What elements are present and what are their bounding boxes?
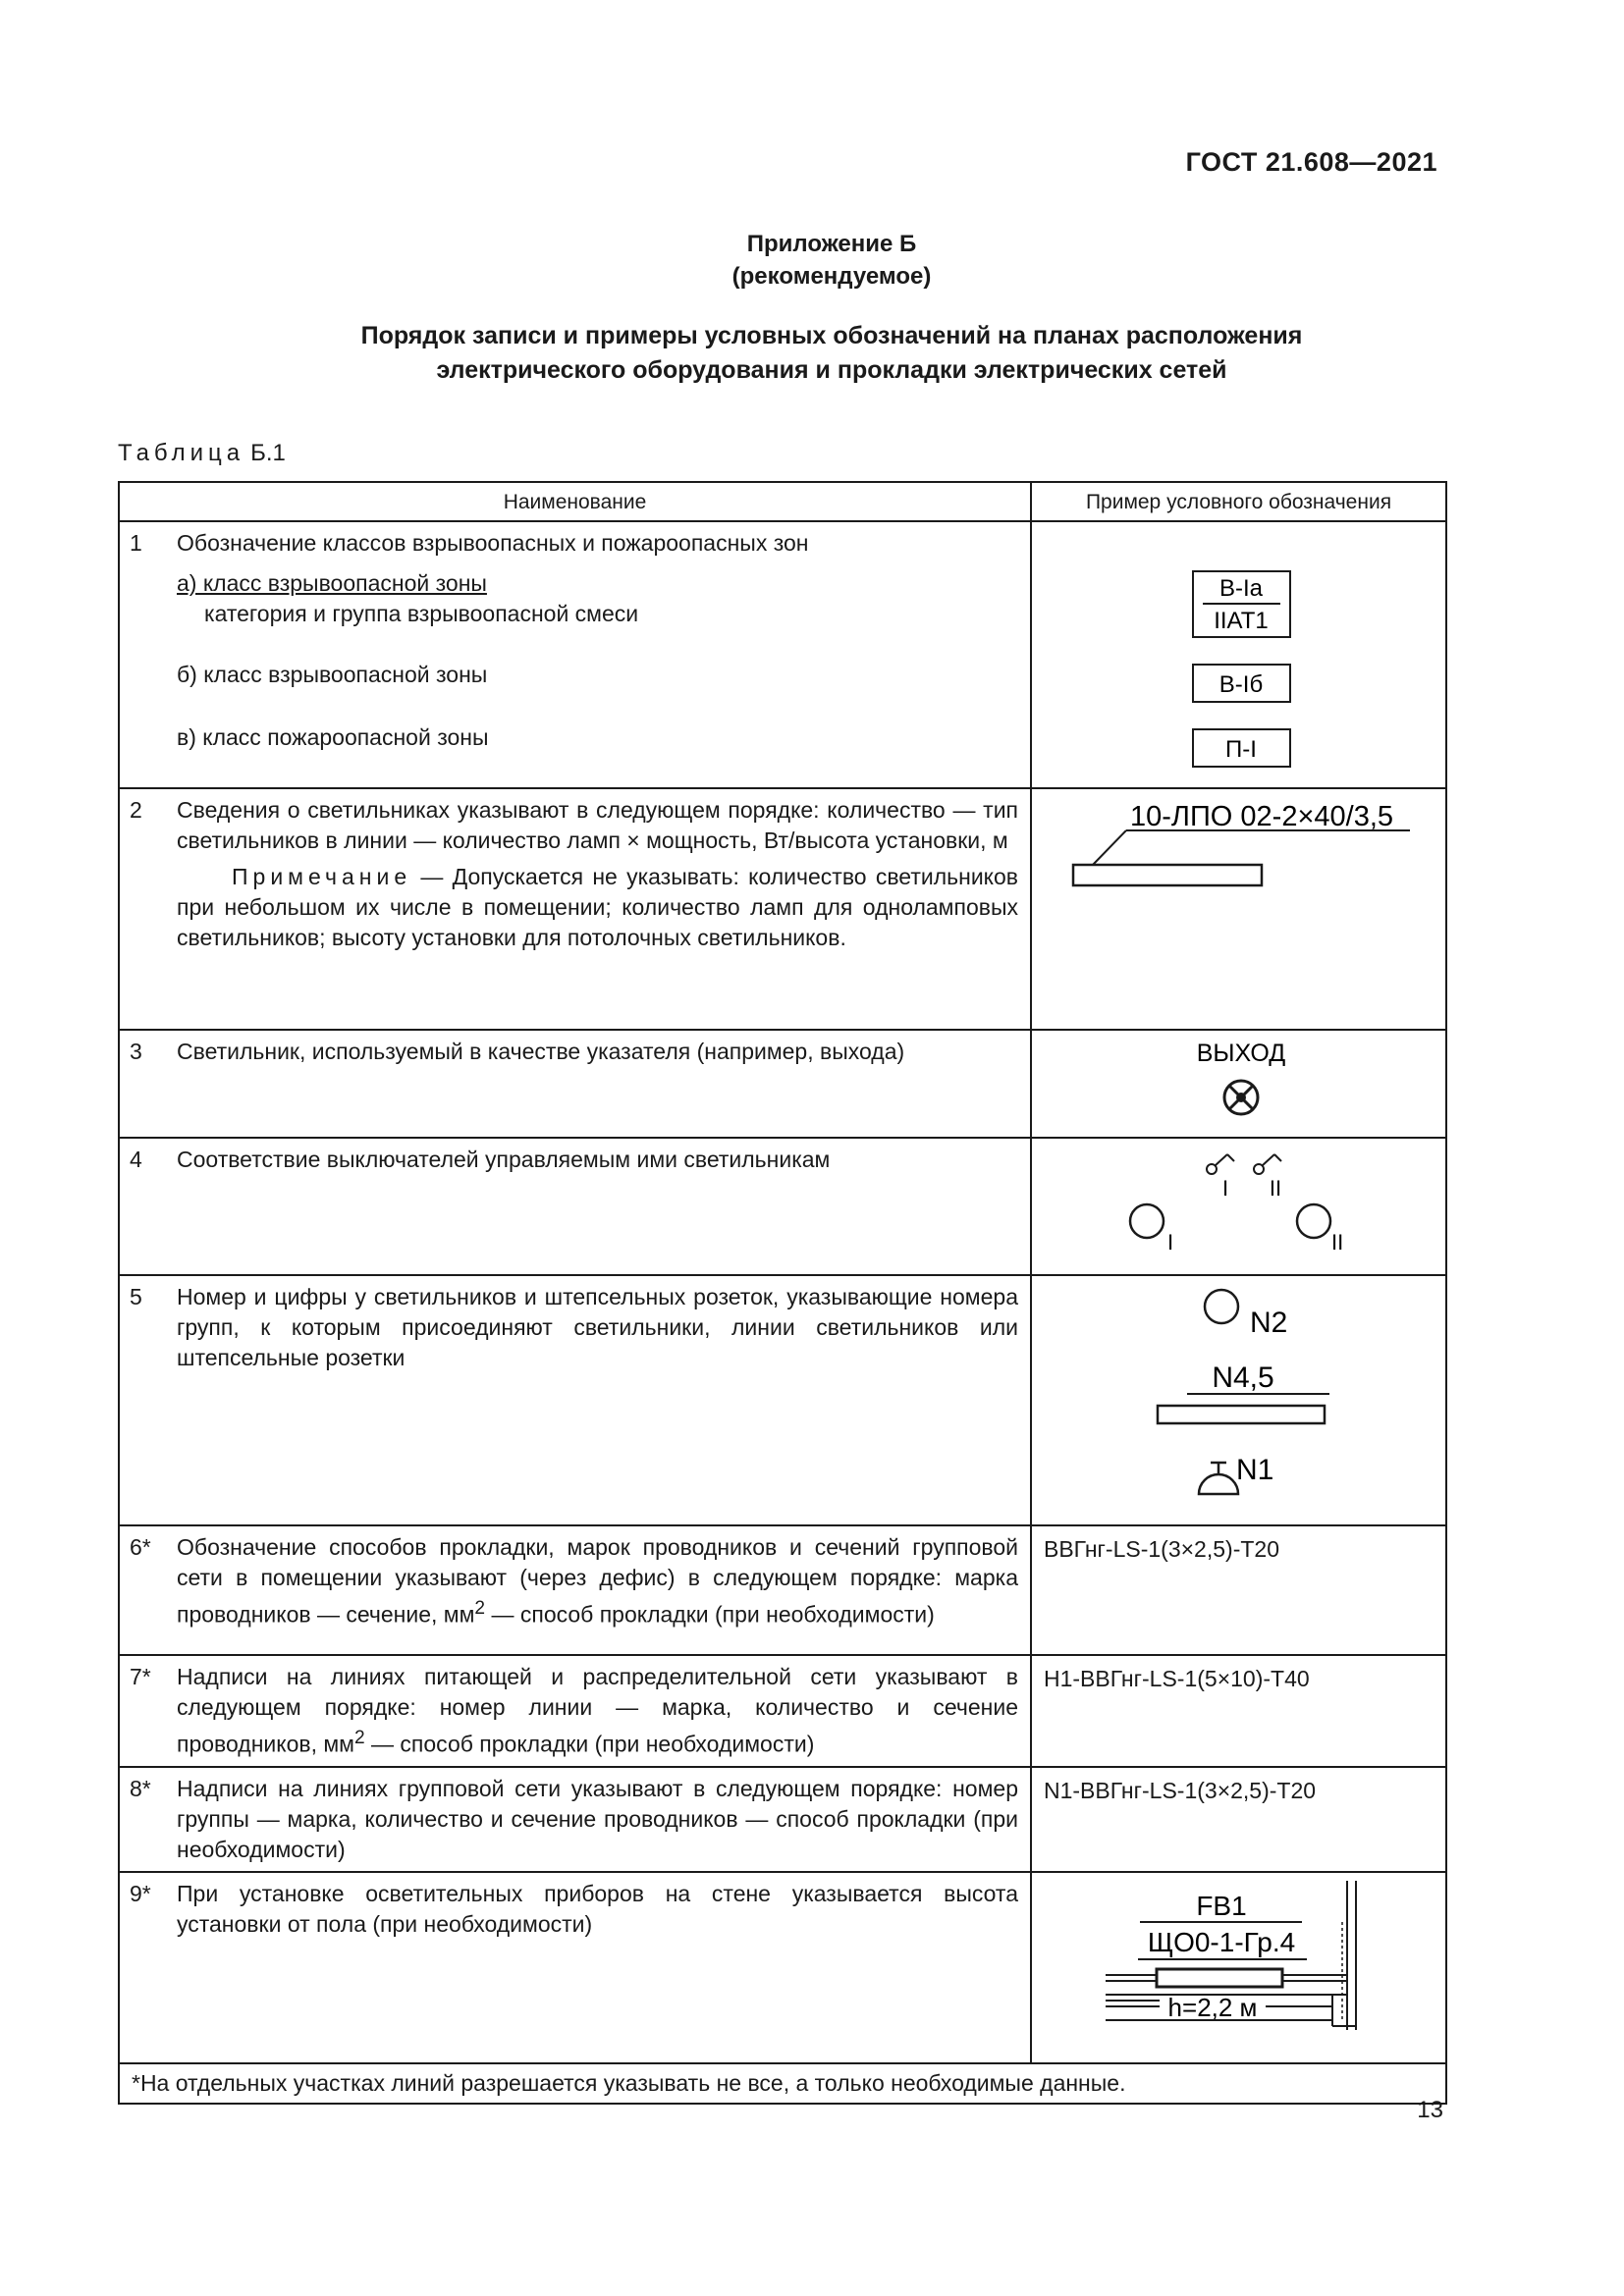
socket-icon	[1199, 1463, 1238, 1494]
luminaire-label-2: II	[1331, 1230, 1344, 1255]
table-row	[119, 1525, 1446, 1655]
column-header-example: Пример условного обозначения	[1031, 482, 1446, 521]
group-label-luminaire: N2	[1250, 1307, 1288, 1339]
row-text: При установке осветительных приборов на стене указывается высота установки от пола (при необходимости)	[177, 1880, 1018, 1937]
group-label: ЩО0-1-Гр.4	[1147, 1926, 1296, 1957]
row-subitem-a-detail: категория и группа взрывоопасной смеси	[204, 601, 639, 626]
mount-height-label: h=2,2 м	[1167, 1992, 1258, 2022]
luminaire-line-icon	[1158, 1406, 1325, 1423]
row-description	[119, 1525, 1031, 1655]
row-number: 9*	[130, 1880, 151, 1906]
row-text: Обозначение классов взрывоопасных и пожароопасных зон	[177, 530, 809, 556]
zone-class-b: B-Iб	[1218, 671, 1264, 698]
exit-luminaire-icon	[1224, 1081, 1258, 1114]
appendix-label: Приложение Б	[746, 231, 917, 257]
row-text: Обозначение способов прокладки, марок проводников и сечений групповой сети в помещении указывают (через дефис) в следующем порядке: марка проводников — сечение, $мм^2$ — способ прокладки (при необходимости)	[177, 1534, 1018, 1628]
row-example	[1031, 788, 1446, 1030]
row-text: Надписи на линиях питающей и распределительной сети указывают в следующем порядке: номер линии — марка, количество и сечение проводников, $мм^2$ — способ прокладки (при необходимости)	[177, 1664, 1018, 1757]
group-label-socket: N1	[1236, 1454, 1274, 1486]
column-header-name: Наименование	[119, 482, 1031, 521]
luminaire-icon	[1297, 1204, 1330, 1238]
row-number: 3	[130, 1039, 142, 1064]
zone-class-a: B-Ia	[1218, 575, 1264, 602]
table-row	[119, 1655, 1446, 1767]
row-number: 8*	[130, 1775, 151, 1801]
row-text: Соответствие выключателей управляемым ими светильникам	[177, 1147, 831, 1172]
switch-label-1: I	[1221, 1176, 1229, 1201]
row-example	[1031, 1767, 1446, 1872]
cable-designation: Н1-ВВГнг-LS-1(5×10)-Т40	[1044, 1666, 1310, 1691]
row-text: Номер и цифры у светильников и штепсельных розеток, указывающие номера групп, к которым присоединяют светильники, линии светильников или штепсельные розетки	[177, 1284, 1018, 1370]
luminaire-label: 10-ЛПО 02-2×40/3,5	[1130, 801, 1394, 832]
mixture-category: IIAT1	[1214, 608, 1269, 634]
row-example	[1031, 1872, 1446, 2063]
row-description	[119, 1030, 1031, 1138]
wall-mount-symbol	[1032, 1873, 1447, 2055]
row-example	[1031, 1030, 1446, 1138]
luminaire-icon	[1130, 1204, 1164, 1238]
switch-luminaire-symbols	[1032, 1139, 1447, 1266]
table-row	[119, 1138, 1446, 1275]
row-number: 5	[130, 1284, 142, 1309]
row-note: Примечание — Допускается не указывать: количество светильников при небольшом их числе в помещении; количество ламп для одноламповых светильников; высоту установки для потолочных светильников.	[177, 864, 1018, 950]
table-caption-number: Б.1	[250, 440, 286, 466]
switch-icon	[1207, 1154, 1234, 1174]
row-example	[1031, 1525, 1446, 1655]
row-example	[1031, 1275, 1446, 1525]
exit-label: ВЫХОД	[1196, 1040, 1286, 1067]
row-description	[119, 1872, 1031, 2063]
zone-class-symbols	[1032, 522, 1447, 779]
row-number: 6*	[130, 1534, 151, 1560]
panel-label: FB1	[1196, 1890, 1247, 1921]
row-subitem-a: а) класс взрывоопасной зоны	[177, 570, 487, 596]
row-subitem-c: в) класс пожароопасной зоны	[177, 724, 489, 750]
luminaire-line-icon	[1157, 1969, 1282, 1987]
appendix-status: (рекомендуемое)	[731, 263, 932, 290]
cable-designation: N1-ВВГнг-LS-1(3×2,5)-Т20	[1044, 1777, 1317, 1803]
zone-class-c: П-I	[1225, 736, 1257, 763]
luminaire-label-symbol	[1032, 789, 1447, 1021]
row-description	[119, 1655, 1031, 1767]
row-example	[1031, 1655, 1446, 1767]
row-number: 4	[130, 1147, 142, 1172]
title-line-1: Порядок записи и примеры условных обозначений на планах расположения	[360, 322, 1303, 349]
luminaire-icon	[1205, 1290, 1238, 1323]
row-description	[119, 1767, 1031, 1872]
cable-designation: ВВГнг-LS-1(3×2,5)-Т20	[1044, 1536, 1279, 1562]
row-description	[119, 1275, 1031, 1525]
appendix-title	[0, 319, 1624, 388]
table-caption-word: Таблица	[118, 440, 245, 466]
row-example	[1031, 521, 1446, 788]
document-code: ГОСТ 21.608—2021	[1185, 147, 1437, 177]
switch-icon	[1254, 1154, 1281, 1174]
group-label-line: N4,5	[1212, 1362, 1274, 1394]
row-number: 7*	[130, 1664, 151, 1689]
row-description	[119, 788, 1031, 1030]
table-footnote-row	[119, 2063, 1446, 2104]
table-caption	[118, 440, 286, 467]
table-row	[119, 1275, 1446, 1525]
luminaire-label-1: I	[1167, 1230, 1174, 1255]
table-row	[119, 788, 1446, 1030]
group-number-symbols	[1032, 1276, 1447, 1517]
row-number: 1	[130, 530, 142, 556]
table-row	[119, 1767, 1446, 1872]
row-number: 2	[130, 797, 142, 823]
row-description	[119, 1138, 1031, 1275]
row-text: Светильник, используемый в качестве указателя (например, выхода)	[177, 1039, 905, 1064]
table-header-row	[119, 482, 1446, 521]
appendix-heading	[0, 228, 1624, 293]
switch-label-2: II	[1269, 1176, 1282, 1201]
table-row	[119, 1030, 1446, 1138]
title-line-2: электрического оборудования и прокладки электрических сетей	[436, 356, 1227, 384]
row-text: Надписи на линиях групповой сети указывают в следующем порядке: номер группы — марка, количество и сечение проводников — способ прокладки (при необходимости)	[177, 1775, 1018, 1862]
row-description	[119, 521, 1031, 788]
row-subitem-b: б) класс взрывоопасной зоны	[177, 662, 488, 687]
exit-luminaire-symbol	[1032, 1031, 1447, 1129]
table-footnote: *На отдельных участках линий разрешается указывать не все, а только необходимые данные.	[119, 2063, 1446, 2104]
page-number: 13	[1417, 2097, 1443, 2123]
designation-table	[118, 481, 1447, 2105]
row-example	[1031, 1138, 1446, 1275]
table-row	[119, 1872, 1446, 2063]
row-text: Сведения о светильниках указывают в следующем порядке: количество — тип светильников в линии — количество ламп × мощность, Вт/высота установки, м	[177, 797, 1018, 853]
table-row	[119, 521, 1446, 788]
